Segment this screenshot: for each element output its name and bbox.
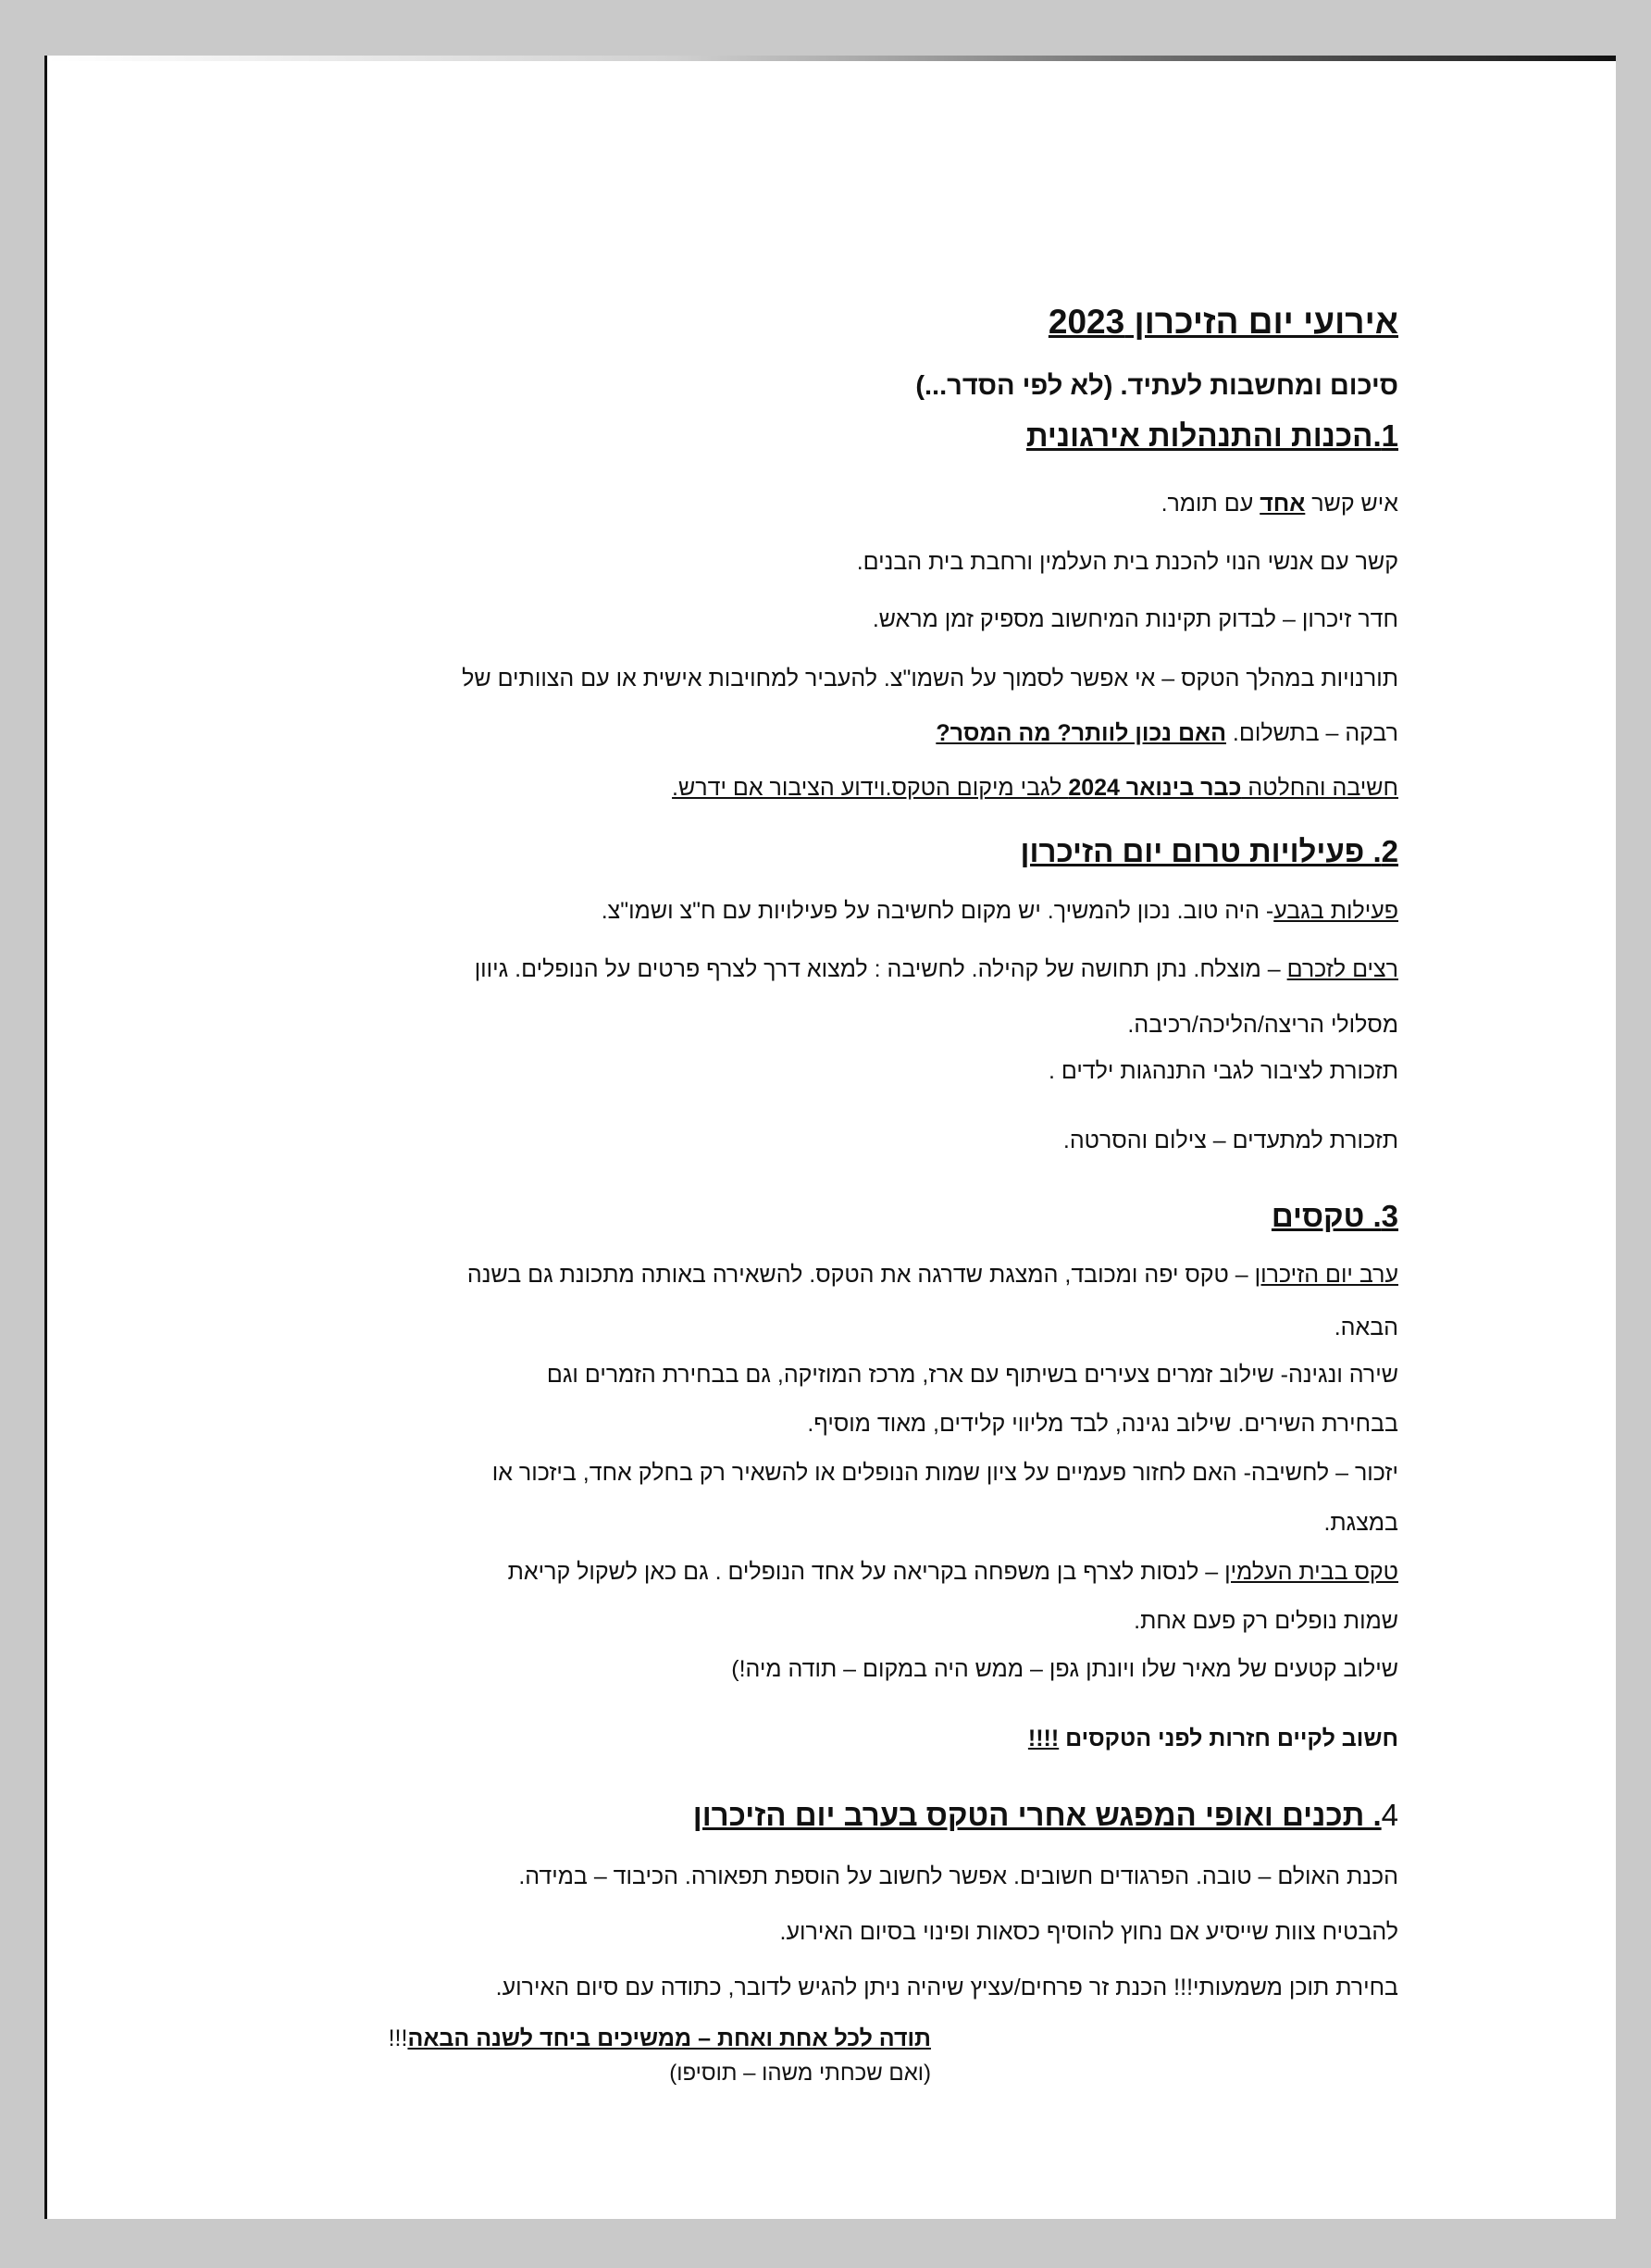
section-3-heading: 3. טקסים (1271, 1199, 1398, 1233)
text-span: לגבי מיקום הטקס.וידוע הציבור אם ידרש. (672, 775, 1069, 801)
closing-text: תודה לכל אחת ואחת – ממשיכים ביחד לשנה הבאה (407, 2025, 931, 2051)
section-3-line-4: בבחירת השירים. שילוב נגינה, לבד מליווי קלידים, מאוד מוסיף. (807, 1411, 1398, 1437)
section-2-line-1 (84, 895, 1398, 927)
section-3-line-10 (84, 1723, 1398, 1754)
exclaim-span: !!! (388, 2025, 408, 2051)
section-2-line-5: תזכורת למתעדים – צילום והסרטה. (1062, 1128, 1398, 1153)
section-3-line-9: שילוב קטעים של מאיר שלו ויונתן גפן – ממש היה במקום – תודה מיה!) (731, 1656, 1398, 1682)
document-body (47, 56, 1616, 2219)
text-span: איש קשר (1305, 491, 1398, 517)
section-4-heading (84, 1796, 1398, 1835)
emphasis-span: אחד (1260, 491, 1306, 517)
section-1-line-3: חדר זיכרון – לבדוק תקינות המיחשוב מספיק זמן מראש. (872, 606, 1398, 632)
section-4-line-3: בחירת תוכן משמעותי!!! הכנת זר פרחים/עציץ שיהיה ניתן להגיש לדובר, כתודה עם סיום האירוע. (495, 1975, 1398, 2000)
section-2-line-4: תזכורת לציבור לגבי התנהגות ילדים . (1048, 1058, 1398, 1084)
text-span: עם תומר. (1161, 491, 1260, 517)
section-3-line-3: שירה ונגינה- שילוב זמרים צעירים בשיתוף עם ארז, מרכז המוזיקה, גם בבחירת הזמרים וגם (546, 1362, 1398, 1388)
topic-span: רצים לזכרם (1286, 956, 1398, 982)
section-1-line-1 (84, 488, 1398, 519)
section-2-line-3: מסלולי הריצה/הליכה/רכיבה. (1127, 1012, 1398, 1038)
text-span: - היה טוב. נכון להמשיך. יש מקום לחשיבה על פעילויות עם ח"צ ושמו"צ. (601, 898, 1274, 924)
section-2-heading: 2. פעילויות טרום יום הזיכרון (1020, 834, 1398, 868)
section-2-line-2 (84, 953, 1398, 985)
exclaim-span: !!!! (1027, 1726, 1060, 1751)
section-3-line-1 (84, 1259, 1398, 1290)
section-3-line-5: יזכור – לחשיבה- האם לחזור פעמיים על ציון שמות הנופלים או להשאיר רק בחלק אחד, ביזכור או (491, 1460, 1398, 1486)
section-1-line-5 (84, 717, 1398, 749)
section-1-line-4: תורנויות במהלך הטקס – אי אפשר לסמוך על השמו"צ. להעביר למחויבות אישית או עם הצוותים של (462, 666, 1398, 692)
closing-line (84, 2023, 931, 2054)
section-1-line-2: קשר עם אנשי הנוי להכנת בית העלמין ורחבת בית הבנים. (856, 549, 1398, 575)
section-3-line-8: שמות נופלים רק פעם אחת. (1134, 1608, 1398, 1634)
section-4-line-2: להבטיח צוות שייסיע אם נחוץ להוסיף כסאות ופינוי בסיום האירוע. (779, 1919, 1398, 1945)
topic-span: טקס בבית העלמין (1224, 1559, 1398, 1585)
topic-span: ערב יום הזיכרון (1254, 1262, 1398, 1288)
section-1-line-6 (84, 772, 1398, 804)
document-subtitle: סיכום ומחשבות לעתיד. (לא לפי הסדר...) (915, 371, 1398, 401)
section-title: . תכנים ואופי המפגש אחרי הטקס בערב יום הזיכרון (692, 1798, 1382, 1832)
text-span: – מוצלח. נתן תחושה של קהילה. לחשיבה : למצוא דרך לצרף פרטים על הנופלים. גיוון (474, 956, 1287, 982)
section-3-line-6: במצגת. (1323, 1510, 1398, 1536)
section-1-heading: 1.הכנות והתנהלות אירגונית (1025, 418, 1398, 453)
section-4-line-1: הכנת האולם – טובה. הפרגודים חשובים. אפשר לחשוב על הוספת תפאורה. הכיבוד – במידה. (518, 1863, 1398, 1889)
section-3-line-7 (84, 1556, 1398, 1588)
emphasis-span: כבר בינואר 2024 (1068, 775, 1242, 801)
text-span: חשיבה והחלטה (1241, 775, 1398, 801)
question-span: האם נכון לוותר? מה המסר? (936, 720, 1226, 746)
document-title: אירועי יום הזיכרון 2023 (1048, 303, 1398, 341)
section-3-line-2: הבאה. (1334, 1315, 1398, 1340)
section-number: 4 (1381, 1798, 1398, 1832)
closing-note: (ואם שכחתי משהו – תוסיפו) (669, 2061, 931, 2086)
text-span: – טקס יפה ומכובד, המצגת שדרגה את הטקס. להשאירה באותה מתכונת גם בשנה (466, 1262, 1255, 1288)
text-span: – לנסות לצרף בן משפחה בקריאה על אחד הנופלים . גם כאן לשקול קריאת (507, 1559, 1225, 1585)
scanned-page (44, 56, 1616, 2219)
text-span: חשוב לקיים חזרות לפני הטקסים (1059, 1726, 1398, 1751)
topic-span: פעילות בגבע (1273, 898, 1398, 924)
text-span: רבקה – בתשלום. (1225, 720, 1398, 746)
